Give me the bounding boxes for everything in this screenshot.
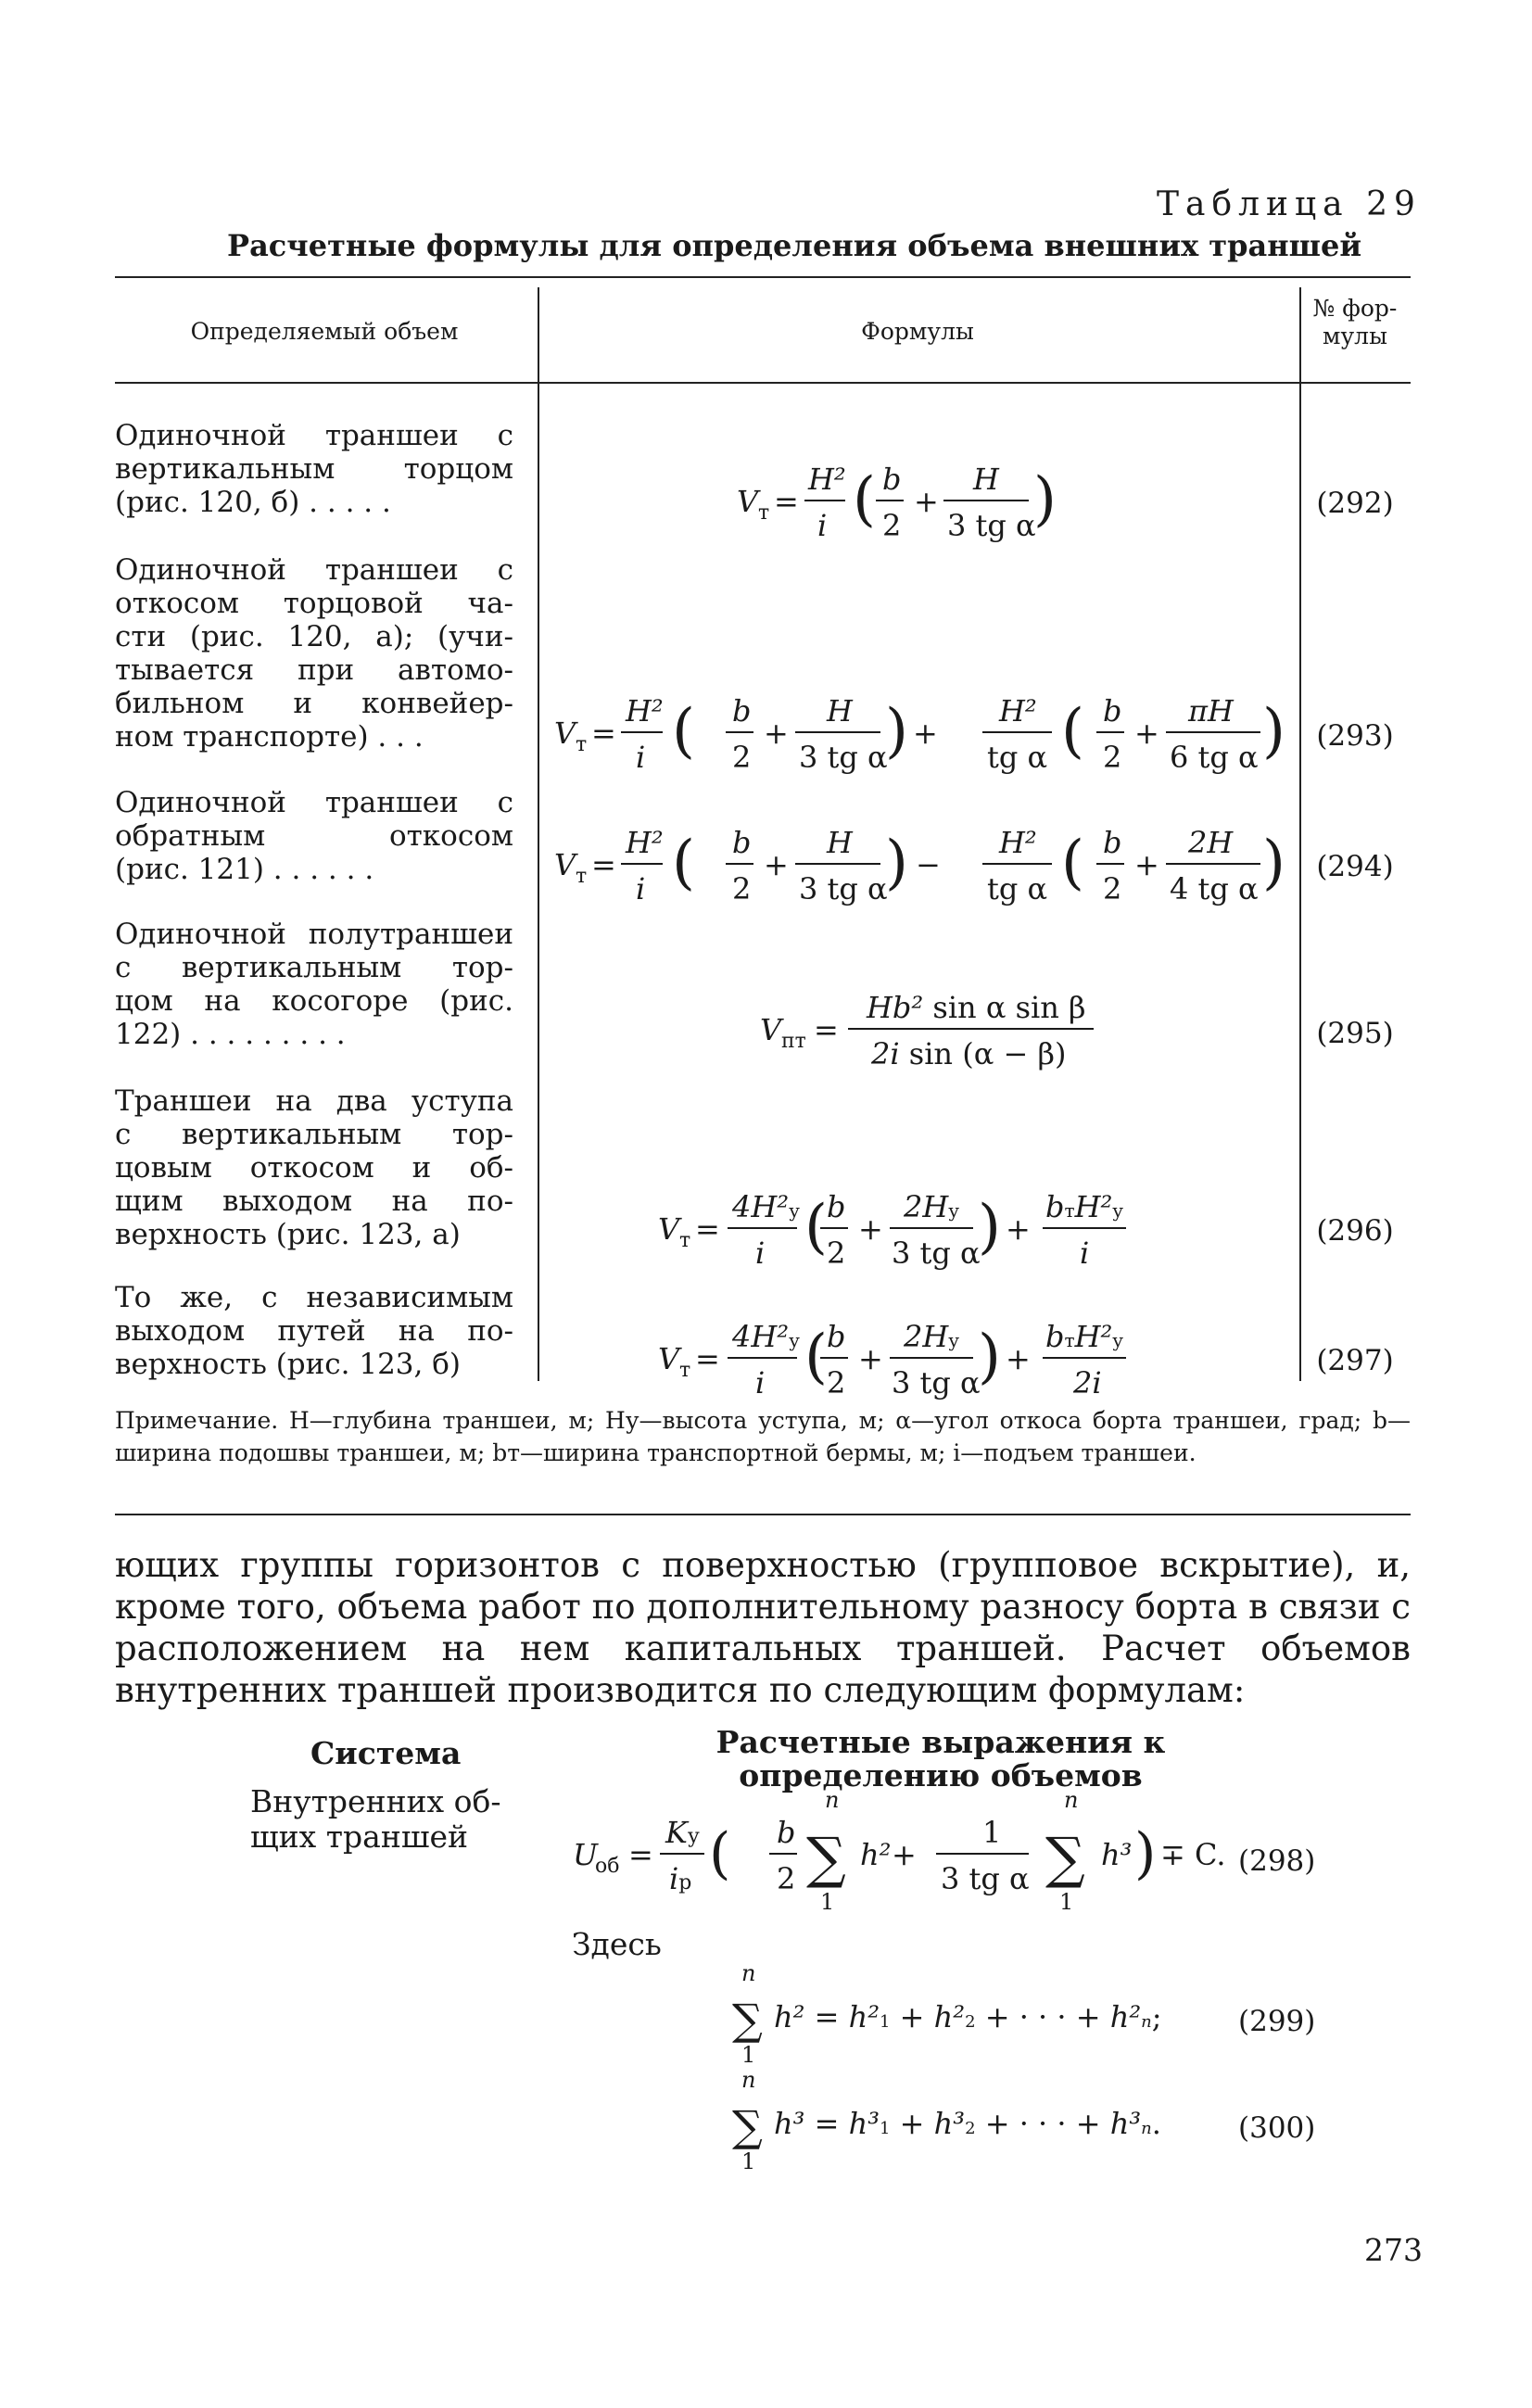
svg-text:h³: h³	[1101, 1837, 1133, 1872]
svg-text:т: т	[576, 733, 588, 756]
formula-298	[556, 1789, 1260, 1919]
svg-text:т: т	[679, 1359, 691, 1382]
row-294-label: Одиночной траншеи с обратным откосом (рис. 121) . . . . . .	[115, 786, 513, 886]
row-295-label: Одиночной полутраншеи с вертикальным тор- цом на косогоре (рис. 122) . . . . . . . . .	[115, 918, 513, 1051]
svg-text:1: 1	[741, 2042, 756, 2068]
svg-text:3 tg α: 3 tg α	[799, 740, 888, 775]
svg-text:1: 1	[982, 1815, 1002, 1850]
svg-text:4H²у: 4H²у	[732, 1319, 800, 1354]
svg-text:b: b	[882, 462, 902, 497]
formula-number-298: (298)	[1238, 1844, 1316, 1878]
svg-text:): )	[885, 697, 908, 766]
svg-text:(: (	[672, 697, 695, 766]
svg-text:+: +	[892, 1837, 917, 1872]
svg-text:об: об	[595, 1855, 620, 1878]
svg-text:): )	[885, 829, 908, 897]
svg-text:∑: ∑	[806, 1826, 846, 1891]
svg-text:H: H	[827, 825, 853, 860]
svg-text:=: =	[591, 847, 616, 882]
svg-text:(: (	[1061, 697, 1084, 766]
svg-text:h³ = h³1 + h³2 + · · · + h³n.: h³ = h³1 + h³2 + · · · + h³n.	[774, 2106, 1161, 2141]
svg-text:tg α: tg α	[987, 740, 1048, 775]
svg-text:2: 2	[1103, 871, 1122, 906]
formula-number-292: (292)	[1316, 487, 1394, 520]
row-292-label: Одиночной траншеи с вертикальным торцом (рис. 120, б) . . . . .	[115, 419, 513, 519]
svg-text:h² = h²1 + h²2 + · · · + h²n;: h² = h²1 + h²2 + · · · + h²n;	[774, 1999, 1162, 2034]
svg-text:4 tg α: 4 tg α	[1170, 871, 1259, 906]
header-formula-number: № фор- мулы	[1312, 295, 1398, 349]
svg-text:n: n	[1064, 1789, 1079, 1813]
formula-number-293: (293)	[1316, 719, 1394, 753]
svg-text:n: n	[741, 2067, 756, 2093]
svg-text:bтH²у: bтH²у	[1045, 1189, 1124, 1224]
svg-text:+: +	[913, 716, 938, 751]
formula-293	[547, 677, 1298, 788]
svg-text:пт: пт	[781, 1030, 806, 1053]
svg-text:3 tg α: 3 tg α	[799, 871, 888, 906]
svg-text:): )	[1262, 829, 1285, 897]
svg-text:n: n	[741, 1960, 756, 1986]
formula-number-297: (297)	[1316, 1344, 1394, 1377]
svg-text:т: т	[758, 501, 770, 525]
svg-text:bтH²у: bтH²у	[1045, 1319, 1124, 1354]
table-bottom-rule	[115, 1514, 1411, 1515]
svg-text:i: i	[1080, 1236, 1090, 1271]
expressions-header: Расчетные выражения к определению объемов	[715, 1724, 1166, 1793]
row-293-label: Одиночной траншеи с откосом торцовой ча- сти (рис. 120, а); (учи- тывается при автомо- бильном и конвейер- ном транспорте) . . .	[115, 553, 513, 754]
formula-300	[723, 2067, 1186, 2178]
svg-text:πH: πH	[1188, 693, 1234, 729]
svg-text:2H: 2H	[1188, 825, 1234, 860]
svg-text:1: 1	[741, 2148, 756, 2174]
svg-text:V: V	[658, 1341, 680, 1376]
svg-text:b: b	[827, 1319, 846, 1354]
svg-text:(: (	[1061, 829, 1084, 897]
svg-text:i: i	[636, 871, 646, 906]
svg-text:6 tg α: 6 tg α	[1170, 740, 1259, 775]
formula-296	[547, 1172, 1288, 1284]
svg-text:=: =	[591, 716, 616, 751]
svg-text:2: 2	[1103, 740, 1122, 775]
svg-text:H²: H²	[808, 462, 846, 497]
svg-text:+: +	[1006, 1211, 1031, 1247]
system-header: Система	[310, 1735, 462, 1771]
svg-text:i: i	[755, 1236, 766, 1271]
svg-text:+: +	[1134, 716, 1159, 751]
svg-text:b: b	[1103, 693, 1122, 729]
formula-number-300: (300)	[1238, 2111, 1316, 2145]
svg-text:V: V	[760, 1012, 782, 1047]
formula-292	[547, 445, 1288, 556]
svg-text:3 tg α: 3 tg α	[947, 508, 1036, 543]
svg-text:=: =	[695, 1211, 720, 1247]
svg-text:H²: H²	[626, 693, 664, 729]
svg-text:H: H	[827, 693, 853, 729]
formula-number-294: (294)	[1316, 850, 1394, 883]
svg-text:V: V	[554, 847, 576, 882]
svg-text:H²: H²	[999, 825, 1037, 860]
svg-text:+: +	[914, 484, 939, 519]
svg-text:V: V	[658, 1211, 680, 1247]
row-296-label: Траншеи на два уступа с вертикальным тор- цовым откосом и об- щим выходом на по- верхность (рис. 123, а)	[115, 1084, 513, 1251]
svg-text:(: (	[853, 465, 876, 534]
formula-295	[547, 973, 1288, 1084]
here-label: Здесь	[572, 1926, 662, 1962]
svg-text:т: т	[576, 865, 588, 888]
svg-text:2i sin (α − β): 2i sin (α − β)	[871, 1036, 1067, 1071]
formula-number-296: (296)	[1316, 1214, 1394, 1248]
svg-text:3 tg α: 3 tg α	[892, 1365, 981, 1400]
svg-text:i: i	[755, 1365, 766, 1400]
svg-text:4H²у: 4H²у	[732, 1189, 800, 1224]
svg-text:b: b	[732, 693, 752, 729]
svg-text:Kу: Kу	[665, 1815, 700, 1850]
header-formulas: Формулы	[861, 318, 974, 345]
svg-text:(: (	[709, 1821, 731, 1886]
row-297-label: То же, с независимым выходом путей на по- верхность (рис. 123, б)	[115, 1281, 513, 1381]
svg-text:+: +	[858, 1211, 883, 1247]
svg-text:1: 1	[820, 1889, 835, 1915]
svg-text:): )	[1033, 465, 1057, 534]
svg-text:2i: 2i	[1073, 1365, 1102, 1400]
svg-text:n: n	[825, 1789, 840, 1813]
svg-text:(: (	[804, 1193, 828, 1261]
svg-text:2: 2	[827, 1365, 846, 1400]
svg-text:2: 2	[732, 740, 752, 775]
svg-text:2Hу: 2Hу	[904, 1189, 960, 1224]
formula-number-295: (295)	[1316, 1017, 1394, 1050]
svg-text:+: +	[764, 847, 789, 882]
svg-text:iр: iр	[669, 1861, 692, 1896]
svg-text:1: 1	[1059, 1889, 1074, 1915]
formula-299	[723, 1960, 1186, 2072]
svg-text:V: V	[737, 484, 759, 519]
svg-text:b: b	[777, 1815, 796, 1850]
svg-text:+: +	[1134, 847, 1159, 882]
formula-294	[547, 808, 1298, 919]
svg-text:∑: ∑	[732, 2101, 763, 2151]
svg-text:∓ C.: ∓ C.	[1160, 1837, 1226, 1872]
svg-text:2: 2	[732, 871, 752, 906]
svg-text:i: i	[817, 508, 828, 543]
svg-text:H²: H²	[999, 693, 1037, 729]
formula-297	[547, 1302, 1288, 1413]
svg-text:): )	[1134, 1821, 1157, 1886]
table-col-divider-1	[538, 287, 539, 1381]
svg-text:b: b	[1103, 825, 1122, 860]
svg-text:H: H	[973, 462, 999, 497]
svg-text:(: (	[672, 829, 695, 897]
svg-text:): )	[978, 1323, 1001, 1391]
svg-text:): )	[978, 1193, 1001, 1261]
body-paragraph: ющих группы горизонтов с поверхностью (групповое вскрытие), и, кроме того, объема работ по дополнительному разносу борта в связи с расположением на нем капитальных траншей. Расчет объемов внутренних траншей производится по следующим формулам:	[115, 1545, 1411, 1710]
table-header-rule	[115, 382, 1411, 384]
svg-text:−: −	[916, 847, 941, 882]
table-top-rule	[115, 276, 1411, 278]
svg-text:+: +	[1006, 1341, 1031, 1376]
svg-text:3 tg α: 3 tg α	[892, 1236, 981, 1271]
svg-text:(: (	[804, 1323, 828, 1391]
svg-text:=: =	[628, 1837, 653, 1872]
header-volume: Определяемый объем	[190, 318, 459, 345]
svg-text:V: V	[554, 716, 576, 751]
svg-text:): )	[1262, 697, 1285, 766]
svg-text:tg α: tg α	[987, 871, 1048, 906]
table-note: Примечание. H—глубина траншеи, м; Hу—высота уступа, м; α—угол откоса борта траншеи, град; b—ширина подошвы траншеи, м; bт—ширина транспортной бермы, м; i—подъем траншеи.	[115, 1407, 1411, 1466]
svg-text:h²: h²	[860, 1837, 892, 1872]
svg-text:=: =	[814, 1012, 839, 1047]
svg-text:+: +	[764, 716, 789, 751]
svg-text:∑: ∑	[1045, 1826, 1085, 1891]
svg-text:2: 2	[882, 508, 902, 543]
table-title: Расчетные формулы для определения объема внешних траншей	[227, 228, 1362, 263]
svg-text:2: 2	[827, 1236, 846, 1271]
svg-text:+: +	[858, 1341, 883, 1376]
system-value: Внутренних об- щих траншей	[250, 1783, 501, 1855]
svg-text:b: b	[732, 825, 752, 860]
svg-text:H²: H²	[626, 825, 664, 860]
svg-text:2: 2	[777, 1861, 796, 1896]
svg-text:2Hу: 2Hу	[904, 1319, 960, 1354]
table-col-divider-2	[1299, 287, 1301, 1381]
svg-text:U: U	[573, 1837, 598, 1872]
page-number: 273	[1364, 2232, 1423, 2268]
svg-text:Hb² sin α sin β: Hb² sin α sin β	[867, 990, 1086, 1025]
svg-text:т: т	[679, 1229, 691, 1252]
table-caption: Таблица 29	[1157, 185, 1422, 223]
svg-text:∑: ∑	[732, 1995, 763, 2045]
svg-text:=: =	[774, 484, 799, 519]
svg-text:3 tg α: 3 tg α	[941, 1861, 1030, 1896]
svg-text:=: =	[695, 1341, 720, 1376]
svg-text:i: i	[636, 740, 646, 775]
formula-number-299: (299)	[1238, 2005, 1316, 2038]
svg-text:b: b	[827, 1189, 846, 1224]
